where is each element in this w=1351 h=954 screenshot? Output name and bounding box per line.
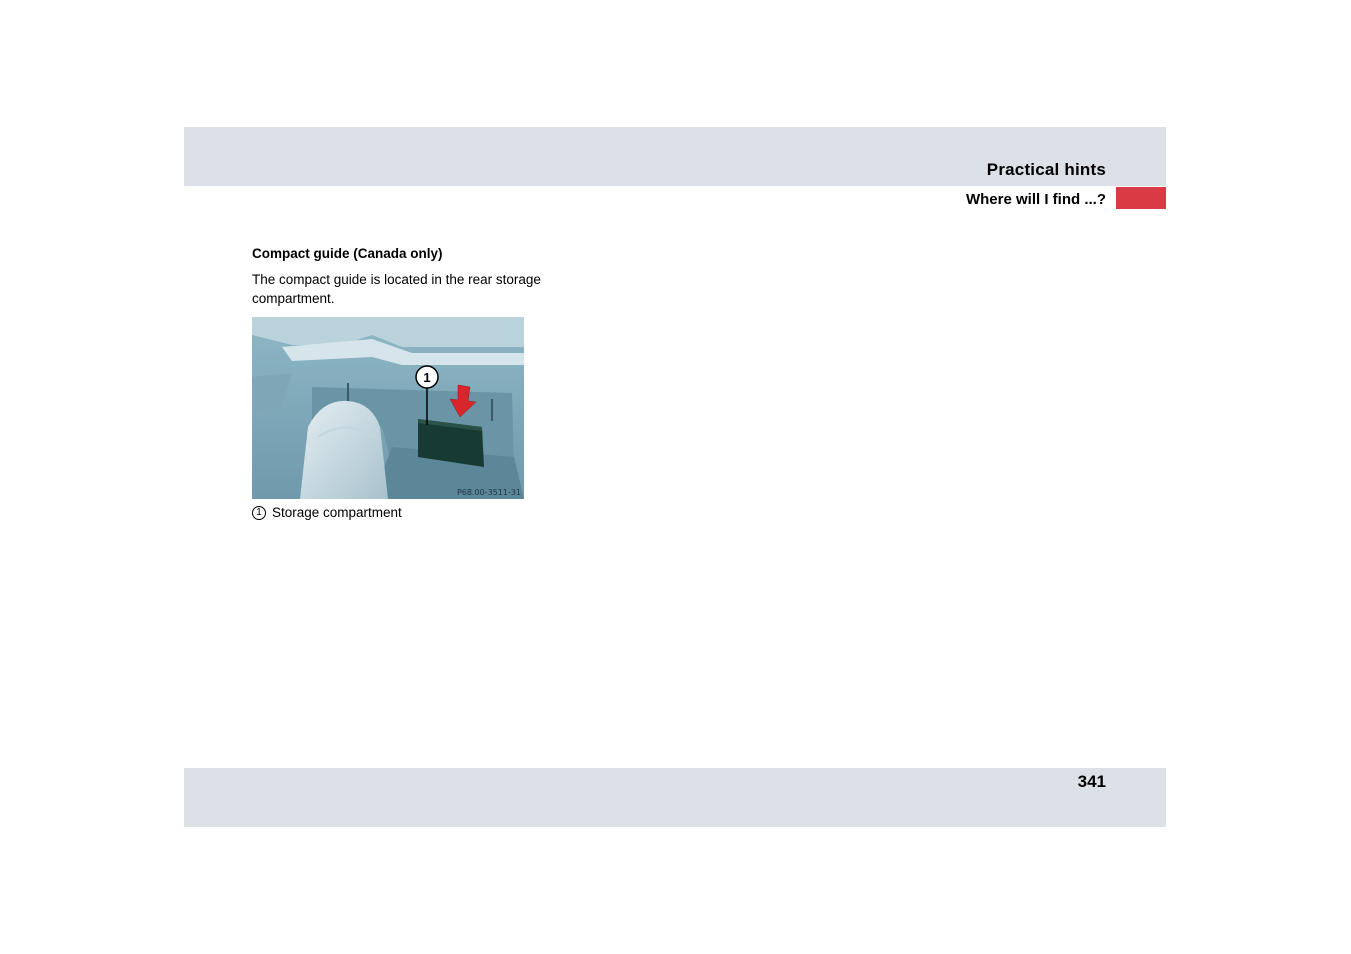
subsection-title: Where will I find ...? xyxy=(965,191,1106,208)
section-title: Practical hints xyxy=(986,160,1106,179)
storage-compartment-photo xyxy=(252,317,524,499)
page-number: 341 xyxy=(1077,772,1106,791)
caption-number-icon: 1 xyxy=(252,506,266,520)
footer-band xyxy=(184,768,1166,827)
figure-illustration xyxy=(252,317,524,499)
section-tab-marker xyxy=(1116,187,1166,209)
content-body: The compact guide is located in the rear storage compartment. xyxy=(252,272,541,306)
caption-text: Storage compartment xyxy=(272,505,402,520)
main-content xyxy=(252,246,542,520)
figure-caption xyxy=(252,505,542,520)
figure-callout-number: 1 xyxy=(423,370,431,385)
figure-code: P68.00-3511-31 xyxy=(456,488,521,497)
content-heading: Compact guide (Canada only) xyxy=(252,246,443,261)
